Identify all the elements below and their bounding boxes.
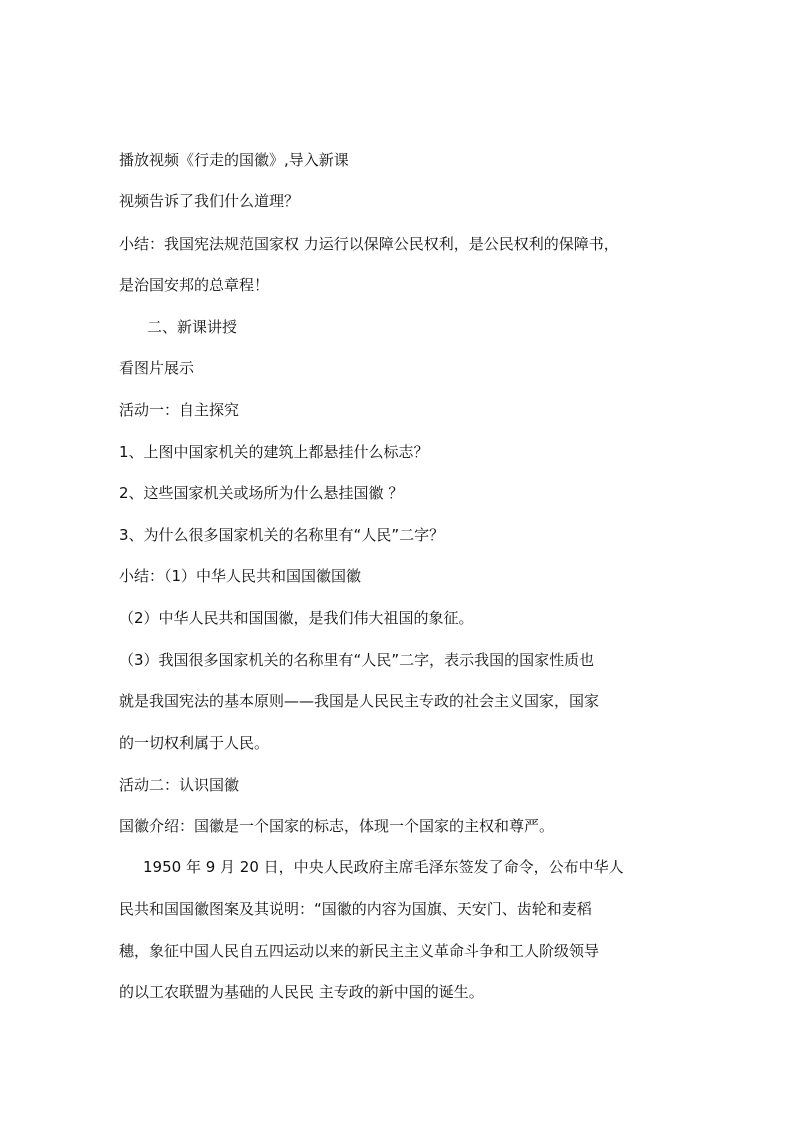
history-paragraph-line-4: 的以工农联盟为基础的人民民 主专政的新中国的诞生。 [119, 983, 484, 1001]
summary-point-2: （2）中华人民共和国国徽，是我们伟大祖国的象征。 [119, 609, 474, 627]
section-heading-new-lesson: 二、新课讲授 [147, 318, 238, 336]
summary-point-3-line-1: （3）我国很多国家机关的名称里有“人民”二字，表示我国的国家性质也 [119, 651, 595, 669]
summary-line-1: 小结：我国宪法规范国家权 力运行以保障公民权利，是公民权利的保障书， [119, 235, 619, 253]
emblem-introduction: 国徽介绍：国徽是一个国家的标志，体现一个国家的主权和尊严。 [119, 817, 555, 835]
history-paragraph-line-1: 1950 年 9 月 20 日，中央人民政府主席毛泽东签发了命令，公布中华人 [143, 858, 624, 876]
history-paragraph-line-3: 穗，象征中国人民自五四运动以来的新民主主义革命斗争和工人阶级领导 [119, 942, 600, 960]
summary-point-3-line-3: 的一切权利属于人民。 [119, 734, 270, 752]
intro-video-line: 播放视频《行走的国徽》,导入新课 [119, 151, 349, 169]
question-2: 2、这些国家机关或场所为什么悬挂国徽 ？ [119, 484, 404, 502]
summary-line-2: 是治国安邦的总章程！ [119, 276, 270, 294]
activity-one-heading: 活动一：自主探究 [119, 401, 240, 419]
summary-point-3-line-2: 就是我国宪法的基本原则——我国是人民民主专政的社会主义国家，国家 [119, 692, 600, 710]
question-3: 3、为什么很多国家机关的名称里有“人民”二字？ [119, 526, 445, 544]
history-paragraph-line-2: 民共和国国徽图案及其说明：“国徽的内容为国旗、天安门、齿轮和麦稻 [119, 900, 592, 918]
summary-point-1: 小结：（1）中华人民共和国国徽国徽 [119, 567, 362, 585]
activity-two-heading: 活动二：认识国徽 [119, 776, 240, 794]
picture-display-line: 看图片展示 [119, 359, 195, 377]
question-line: 视频告诉了我们什么道理？ [119, 192, 300, 210]
question-1: 1、上图中国家机关的建筑上都悬挂什么标志？ [119, 443, 429, 461]
